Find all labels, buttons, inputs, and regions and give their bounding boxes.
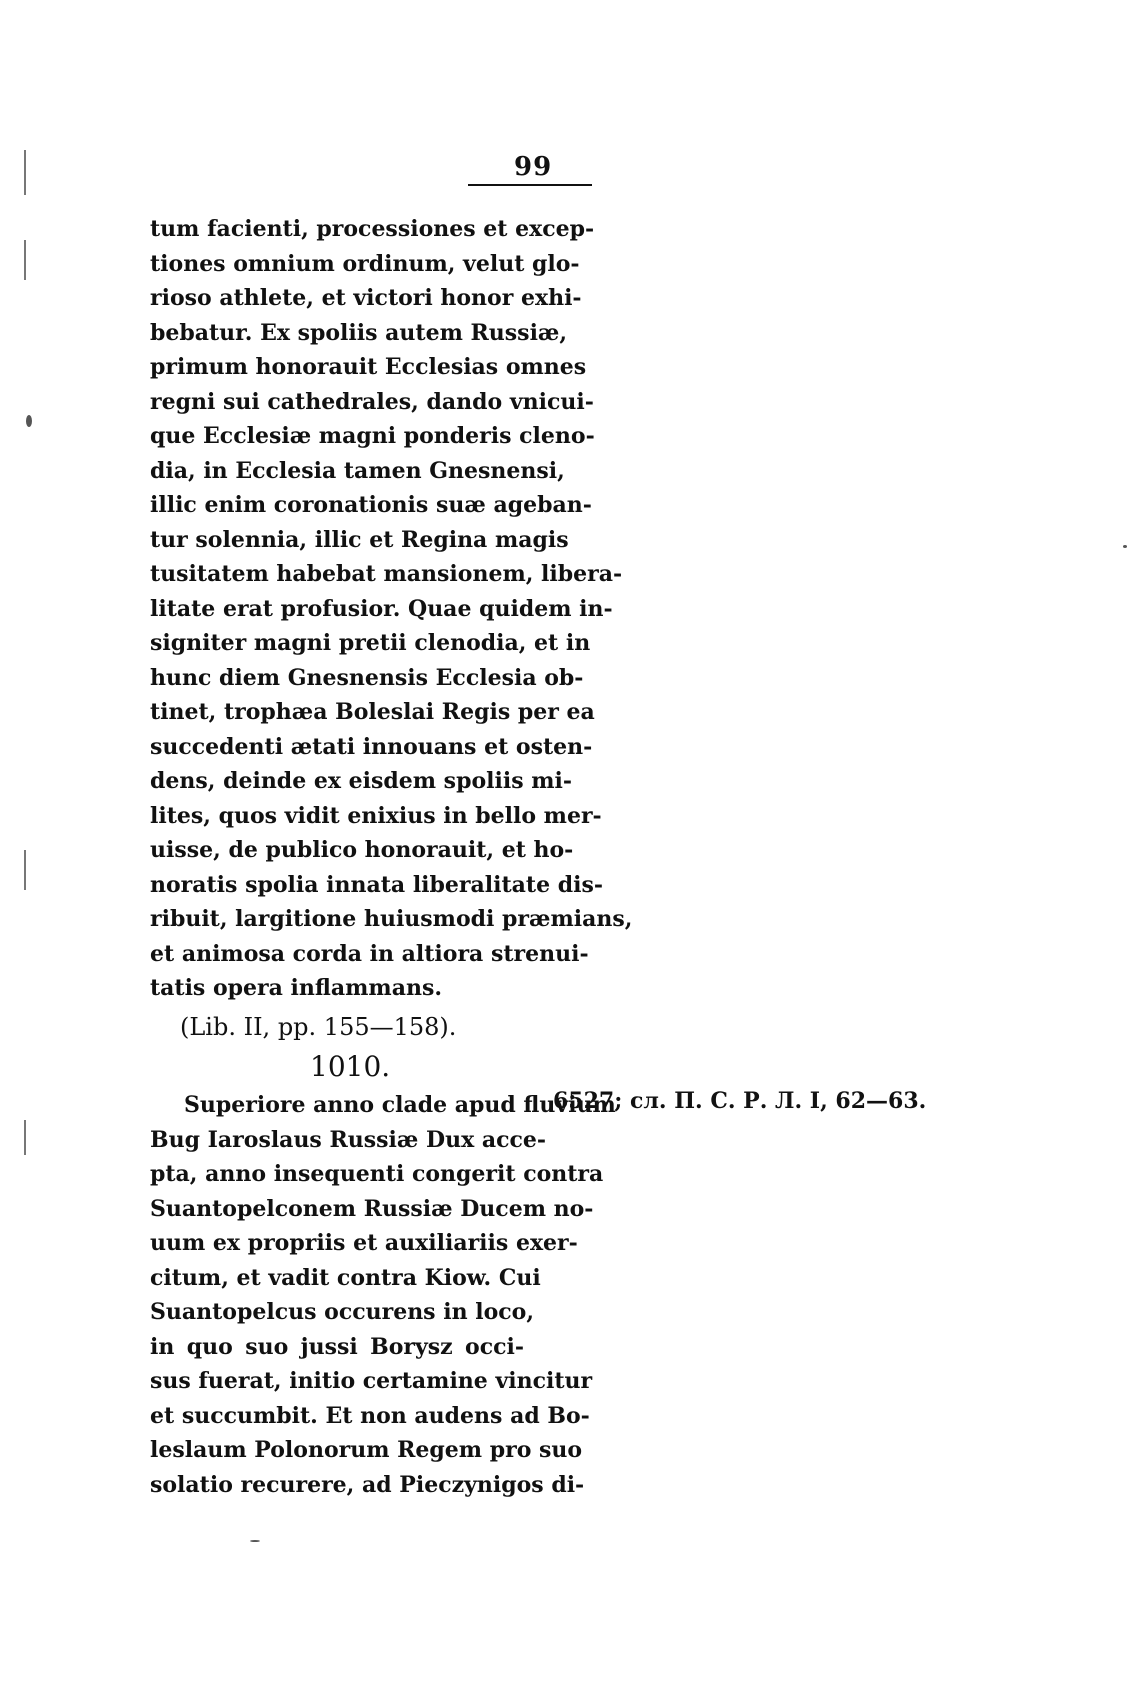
text-line: dia, in Ecclesia tamen Gnesnensi, (150, 457, 565, 484)
text-line: succedenti ætati innouans et osten- (150, 733, 593, 760)
text-line: hunc diem Gnesnensis Ecclesia ob- (150, 664, 584, 691)
text-line: tiones omnium ordinum, velut glo- (150, 250, 580, 277)
citation: (Lib. II, pp. 155—158). (180, 1013, 457, 1041)
margin-mark (24, 150, 26, 195)
main-text-block-2 (150, 1088, 616, 1502)
text-line: Suantopelconem Russiæ Ducem no- (150, 1195, 594, 1222)
text-line: tur solennia, illic et Regina magis (150, 526, 569, 553)
text-line: ribuit, largitione huiusmodi præmians, (150, 906, 633, 932)
text-line: pta, anno insequenti congerit contra (150, 1161, 604, 1187)
scan-speck (26, 415, 32, 427)
text-line: leslaum Polonorum Regem pro suo (150, 1437, 583, 1463)
text-line: regni sui cathedrales, dando vnicui- (150, 388, 594, 415)
text-line: et succumbit. Et non audens ad Bo- (150, 1402, 590, 1429)
text-line: litate erat profusior. Quae quidem in- (150, 595, 613, 622)
text-line: sus fuerat, initio certamine vincitur (150, 1368, 593, 1394)
text-line: Superiore anno clade apud fluvium (184, 1092, 616, 1118)
main-text-block-1 (150, 212, 633, 1006)
text-line: citum, et vadit contra Kiow. Cui (150, 1264, 541, 1291)
text-line: tum facienti, processiones et excep- (150, 216, 595, 242)
text-line: et animosa corda in altiora strenui- (150, 940, 589, 967)
text-line: uisse, de publico honorauit, et ho- (150, 837, 574, 863)
text-line: solatio recurere, ad Pieczynigos di- (150, 1471, 585, 1498)
text-line: illic enim coronationis suæ ageban- (150, 492, 592, 518)
text-line: tusitatem habebat mansionem, libera- (150, 561, 623, 587)
text-line: Suantopelcus occurens in loco, (150, 1299, 535, 1325)
margin-mark (24, 850, 26, 890)
text-line: lites, quos vidit enixius in bello mer- (150, 802, 602, 829)
text-line: que Ecclesiæ magni ponderis cleno- (150, 423, 595, 449)
text-line: tinet, trophæa Boleslai Regis per ea (150, 699, 595, 725)
text-line: bebatur. Ex spoliis autem Russiæ, (150, 319, 568, 346)
text-line: uum ex propriis et auxiliariis exer- (150, 1230, 578, 1256)
scan-speck (250, 1540, 260, 1542)
text-line: primum honorauit Ecclesias omnes (150, 354, 587, 380)
year-heading: 1010. (310, 1050, 391, 1083)
text-line: rioso athlete, et victori honor exhi- (150, 285, 582, 311)
scan-speck (1123, 545, 1127, 548)
page-number-rule (468, 184, 592, 186)
text-line: Bug Iaroslaus Russiæ Dux acce- (150, 1126, 547, 1153)
margin-mark (24, 240, 26, 280)
text-line: in quo suo jussi Borysz occi- (150, 1333, 524, 1360)
text-line: tatis opera inflammans. (150, 975, 442, 1001)
side-note: 6527; сл. П. С. Р. Л. I, 62—63. (553, 1088, 927, 1114)
margin-mark (24, 1120, 26, 1155)
page-number: 99 (514, 152, 553, 182)
text-line: signiter magni pretii clenodia, et in (150, 630, 591, 656)
text-line: noratis spolia innata liberalitate dis- (150, 871, 603, 898)
text-line: dens, deinde ex eisdem spoliis mi- (150, 768, 573, 794)
